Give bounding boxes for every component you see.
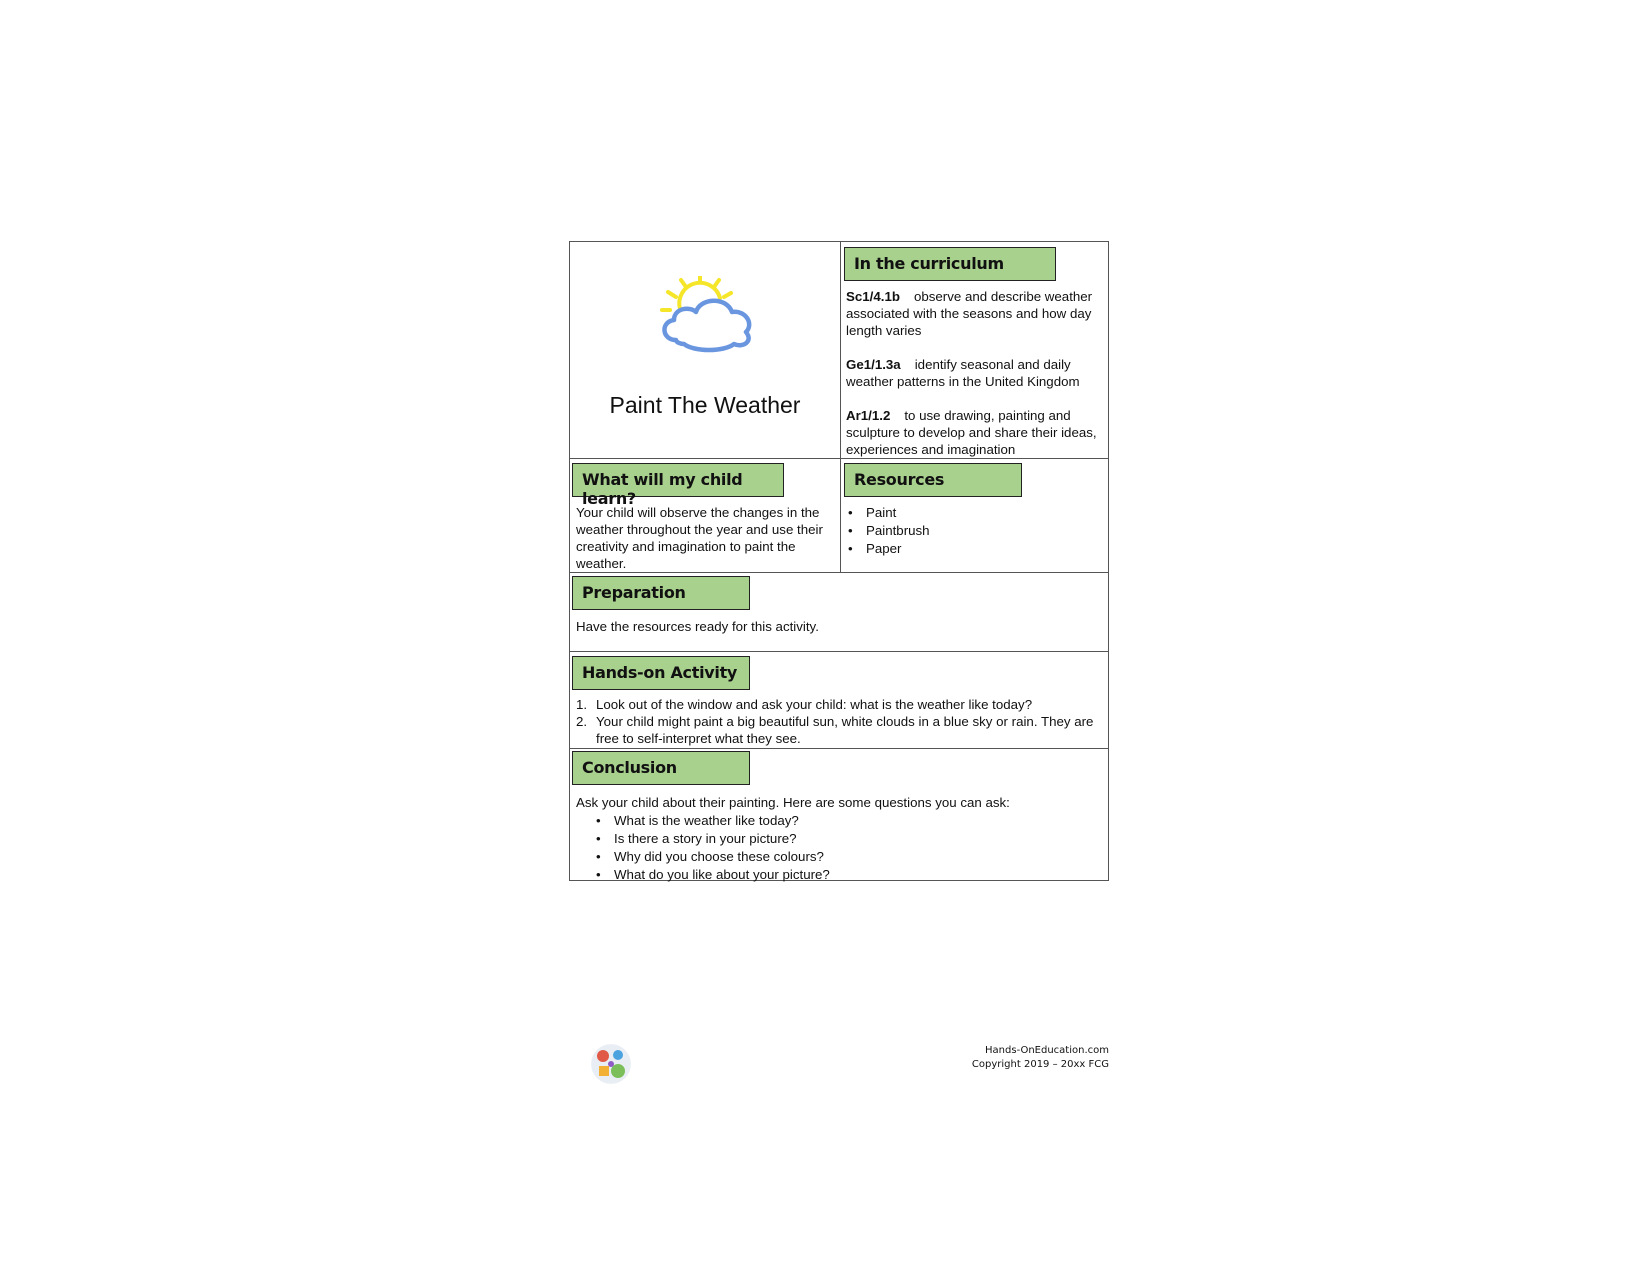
curriculum-code: Ar1/1.2 xyxy=(846,408,891,423)
list-item: • Paint xyxy=(846,504,930,522)
conclusion-cell xyxy=(570,748,1110,882)
learn-text: Your child will observe the changes in the weather throughout the year and use their creativity and imagination to paint the weather. xyxy=(576,505,823,571)
page-title: Paint The Weather xyxy=(609,392,801,418)
site-name: Hands-OnEducation.com xyxy=(985,1045,1109,1056)
curriculum-heading: In the curriculum xyxy=(844,247,1056,281)
curriculum-code: Ge1/1.3a xyxy=(846,357,901,372)
curriculum-text: to use drawing, painting and sculpture to develop and share their ideas, experiences and imagination xyxy=(846,408,1097,457)
hands-on-education-logo xyxy=(591,1044,631,1084)
list-item: • Why did you choose these colours? xyxy=(594,848,830,866)
activity-card xyxy=(569,241,1109,881)
preparation-heading: Preparation xyxy=(572,576,750,610)
list-item xyxy=(576,696,1096,713)
list-item: • What do you like about your picture? xyxy=(594,866,830,884)
curriculum-text: observe and describe weather associated with the seasons and how day length varies xyxy=(846,289,1093,338)
activity-steps xyxy=(576,696,1096,747)
sun-behind-cloud-icon xyxy=(654,276,764,356)
footer xyxy=(972,1044,1109,1072)
activity-cell xyxy=(570,651,1110,748)
conclusion-intro: Ask your child about their painting. Here are some questions you can ask: xyxy=(576,795,1010,810)
resources-cell xyxy=(840,458,1110,572)
curriculum-item xyxy=(846,407,1108,458)
step-number: 1. xyxy=(576,697,588,712)
preparation-text: Have the resources ready for this activity. xyxy=(576,619,819,634)
resources-list xyxy=(846,504,930,558)
curriculum-text: identify seasonal and daily weather patterns in the United Kingdom xyxy=(846,357,1080,389)
list-item: • Is there a story in your picture? xyxy=(594,830,830,848)
activity-heading: Hands-on Activity xyxy=(572,656,750,690)
curriculum-cell xyxy=(840,242,1110,458)
preparation-cell xyxy=(570,572,1110,651)
title-cell xyxy=(570,242,840,458)
curriculum-item xyxy=(846,288,1108,339)
list-item xyxy=(576,713,1096,747)
step-text: Your child might paint a big beautiful sun, white clouds in a blue sky or rain. They are free to self-interpret what they see. xyxy=(596,714,1094,746)
learn-heading: What will my child learn? xyxy=(572,463,784,497)
copyright: Copyright 2019 – 20xx FCG xyxy=(971,1059,1109,1070)
curriculum-item xyxy=(846,356,1108,390)
list-item: • What is the weather like today? xyxy=(594,812,830,830)
conclusion-heading: Conclusion xyxy=(572,751,750,785)
step-number: 2. xyxy=(576,714,588,729)
learn-cell xyxy=(570,458,840,572)
list-item: • Paper xyxy=(846,540,930,558)
question-list xyxy=(594,812,830,884)
resources-heading: Resources xyxy=(844,463,1022,497)
curriculum-code: Sc1/4.1b xyxy=(846,289,900,304)
list-item: • Paintbrush xyxy=(846,522,930,540)
step-text: Look out of the window and ask your child: what is the weather like today? xyxy=(596,697,1033,712)
